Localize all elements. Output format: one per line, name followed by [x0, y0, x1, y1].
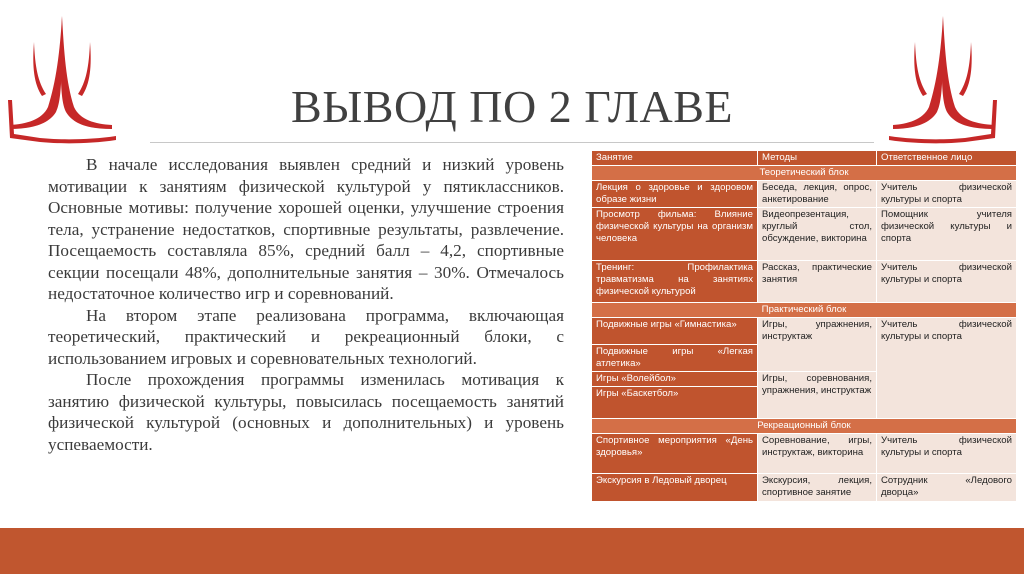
methods-cell: Видеопрезентация, круглый стол, обсуждение, викторина: [758, 208, 877, 261]
paragraph-2: На втором этапе реализована программа, включающая теоретический, практический и рекреационный блоки, с использованием игровых и соревновательных технологий.: [48, 305, 564, 368]
lesson-cell: Просмотр фильма: Влияние физической культуры на организм человека: [592, 208, 758, 261]
header-lesson: Занятие: [592, 151, 758, 166]
table-row: [592, 318, 1017, 345]
paragraph-1: В начале исследования выявлен средний и низкий уровень мотивации к занятиям физической культурой у пятиклассников. Основные мотивы: получение хорошей оценки, улучшение строения тела, устранение недостатков, спортивные результаты, развлечение. Посещаемость составляла 85%, средний балл – 4,2, спортивные секции посещали 48%, дополнительные занятия – 30%. Отмечалось недостаточное количество игр и соревнований.: [48, 155, 564, 303]
methods-cell: Беседа, лекция, опрос, анкетирование: [758, 181, 877, 208]
program-table: [591, 150, 1017, 502]
section-row-practice: [592, 303, 1017, 318]
methods-cell: Игры, соревнования, упражнения, инструктаж: [758, 372, 877, 419]
table-row: [592, 474, 1017, 502]
responsible-cell: Учитель физической культуры и спорта: [877, 181, 1017, 208]
lesson-cell: Лекция о здоровье и здоровом образе жизни: [592, 181, 758, 208]
methods-cell: Соревнование, игры, инструктаж, викторина: [758, 434, 877, 474]
header-responsible: Ответственное лицо: [877, 151, 1017, 166]
lesson-cell: Подвижные игры «Легкая атлетика»: [592, 345, 758, 372]
header-methods: Методы: [758, 151, 877, 166]
lesson-cell: Подвижные игры «Гимнастика»: [592, 318, 758, 345]
lesson-cell: Игры «Баскетбол»: [592, 387, 758, 419]
section-title: Рекреационный блок: [592, 419, 1017, 434]
section-title: Теоретический блок: [592, 166, 1017, 181]
section-row-recreation: [592, 419, 1017, 434]
table-row: [592, 261, 1017, 303]
table-row: [592, 181, 1017, 208]
responsible-cell: Учитель физической культуры и спорта: [877, 434, 1017, 474]
spire-ornament-left-icon: [0, 12, 120, 147]
table-header-row: [592, 151, 1017, 166]
lesson-cell: Спортивное мероприятия «День здоровья»: [592, 434, 758, 474]
paragraph-3: После прохождения программы изменилась мотивация к занятию физической культуры, повысилась посещаемость занятий физической культурой (основных и дополнительных) и уровень успеваемости.: [48, 370, 564, 454]
title-divider: [150, 142, 874, 143]
responsible-cell: Сотрудник «Ледового дворца»: [877, 474, 1017, 502]
section-row-theory: [592, 166, 1017, 181]
methods-cell: Рассказ, практические занятия: [758, 261, 877, 303]
lesson-cell: Игры «Волейбол»: [592, 372, 758, 387]
conclusion-text: [48, 154, 564, 455]
table-row: [592, 208, 1017, 261]
responsible-cell: Учитель физической культуры и спорта: [877, 318, 1017, 419]
methods-cell: Экскурсия, лекция, спортивное занятие: [758, 474, 877, 502]
lesson-cell: Тренинг: Профилактика травматизма на занятиях физической культурой: [592, 261, 758, 303]
methods-cell: Игры, упражнения, инструктаж: [758, 318, 877, 372]
responsible-cell: Помощник учителя физической культуры и спорта: [877, 208, 1017, 261]
table-row: [592, 434, 1017, 474]
section-title: Практический блок: [592, 303, 1017, 318]
footer-bar: [0, 528, 1024, 574]
spire-ornament-right-icon: [885, 12, 1005, 147]
slide-title: ВЫВОД ПО 2 ГЛАВЕ: [290, 81, 734, 132]
responsible-cell: Учитель физической культуры и спорта: [877, 261, 1017, 303]
lesson-cell: Экскурсия в Ледовый дворец: [592, 474, 758, 502]
